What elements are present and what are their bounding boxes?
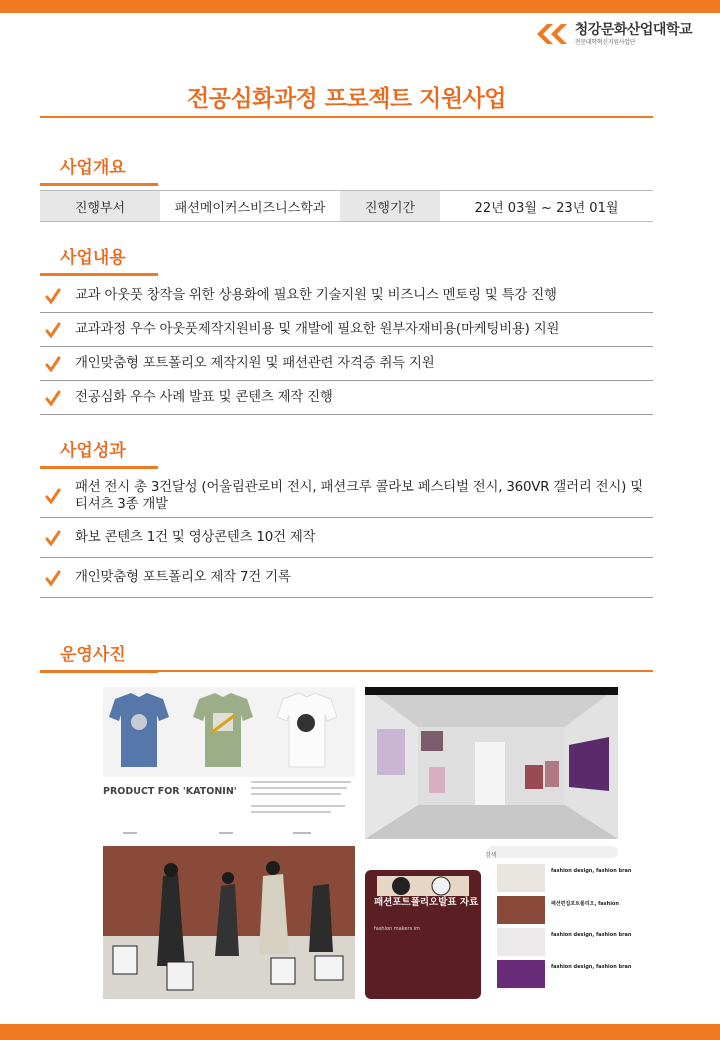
list-item: 화보 콘텐츠 1건 및 영상콘텐츠 10건 제작 <box>40 518 653 558</box>
logo-mark-icon <box>533 22 569 46</box>
check-icon <box>45 322 61 338</box>
check-icon <box>45 356 61 372</box>
period-value: 22년 03월 ~ 23년 01월 <box>474 200 619 216</box>
gallery-illustration <box>365 687 618 839</box>
video-title[interactable]: fashion design, fashion bran <box>551 868 632 874</box>
video-title[interactable]: fashion design, fashion bran <box>551 932 632 938</box>
photo-exhibition <box>103 846 355 999</box>
results-list <box>40 474 653 598</box>
list-item: 전공심화 우수 사례 발표 및 콘텐츠 제작 진행 <box>40 381 653 415</box>
title-divider <box>40 116 653 118</box>
logo-name: 청강문화산업대학교 <box>574 21 692 38</box>
top-accent-bar <box>0 0 720 13</box>
check-icon <box>45 488 61 504</box>
product-title: PRODUCT FOR 'KATONIN' <box>103 786 237 797</box>
list-item: 개인맞춤형 포트폴리오 제작 7건 기록 <box>40 558 653 598</box>
section-results-heading: 사업성과 <box>40 438 160 469</box>
section-overview-heading: 사업개요 <box>40 155 160 186</box>
check-icon <box>45 530 61 546</box>
period-label: 진행기간 <box>340 191 440 221</box>
section-photos-heading: 운영사진 <box>40 642 160 673</box>
photo-vr-gallery <box>365 687 618 839</box>
dept-value: 패션메이커스비즈니스학과 <box>174 200 326 216</box>
photo-tshirt-products <box>103 687 355 839</box>
channel-name: fashion makers im <box>374 926 421 932</box>
list-item: 패션 전시 총 3건달성 (어울림관로비 전시, 패션크루 콜라보 페스티벌 전시, 360VR 갤러리 전시) 및 티셔츠 3종 개발 <box>40 474 653 518</box>
photos-divider <box>158 670 653 672</box>
list-item: 교과 아웃풋 창작을 위한 상용화에 필요한 기술지원 및 비즈니스 멘토링 및 특강 진행 <box>40 279 653 313</box>
logo <box>533 20 692 48</box>
tshirt-illustration <box>103 687 355 839</box>
exhibition-illustration <box>103 846 355 999</box>
bottom-accent-bar <box>0 1024 720 1040</box>
check-icon <box>45 570 61 586</box>
dept-label: 진행부서 <box>40 191 160 221</box>
video-title[interactable]: fashion design, fashion bran <box>551 964 632 970</box>
list-item: 개인맞춤형 포트폴리오 제작지원 및 패션관련 자격증 취득 지원 <box>40 347 653 381</box>
search-input[interactable]: 검색 <box>485 852 497 859</box>
overview-table <box>40 190 653 222</box>
video-title[interactable]: 패션편집포트폴리오, fashion <box>551 901 619 907</box>
logo-subtitle: 전문대학혁신지원사업단 <box>574 38 636 46</box>
photo-grid <box>103 687 632 1000</box>
photo-youtube-portfolio <box>365 846 632 999</box>
portfolio-title: 패션포트폴리오발표 자료 <box>374 897 479 908</box>
check-icon <box>45 288 61 304</box>
page-title: 전공심화과정 프로젝트 지원사업 <box>186 86 507 112</box>
list-item: 교과과정 우수 아웃풋제작지원비용 및 개발에 필요한 원부자재비용(마케팅비용) 지원 <box>40 313 653 347</box>
check-icon <box>45 390 61 406</box>
contents-list <box>40 279 653 415</box>
section-contents-heading: 사업내용 <box>40 245 160 276</box>
